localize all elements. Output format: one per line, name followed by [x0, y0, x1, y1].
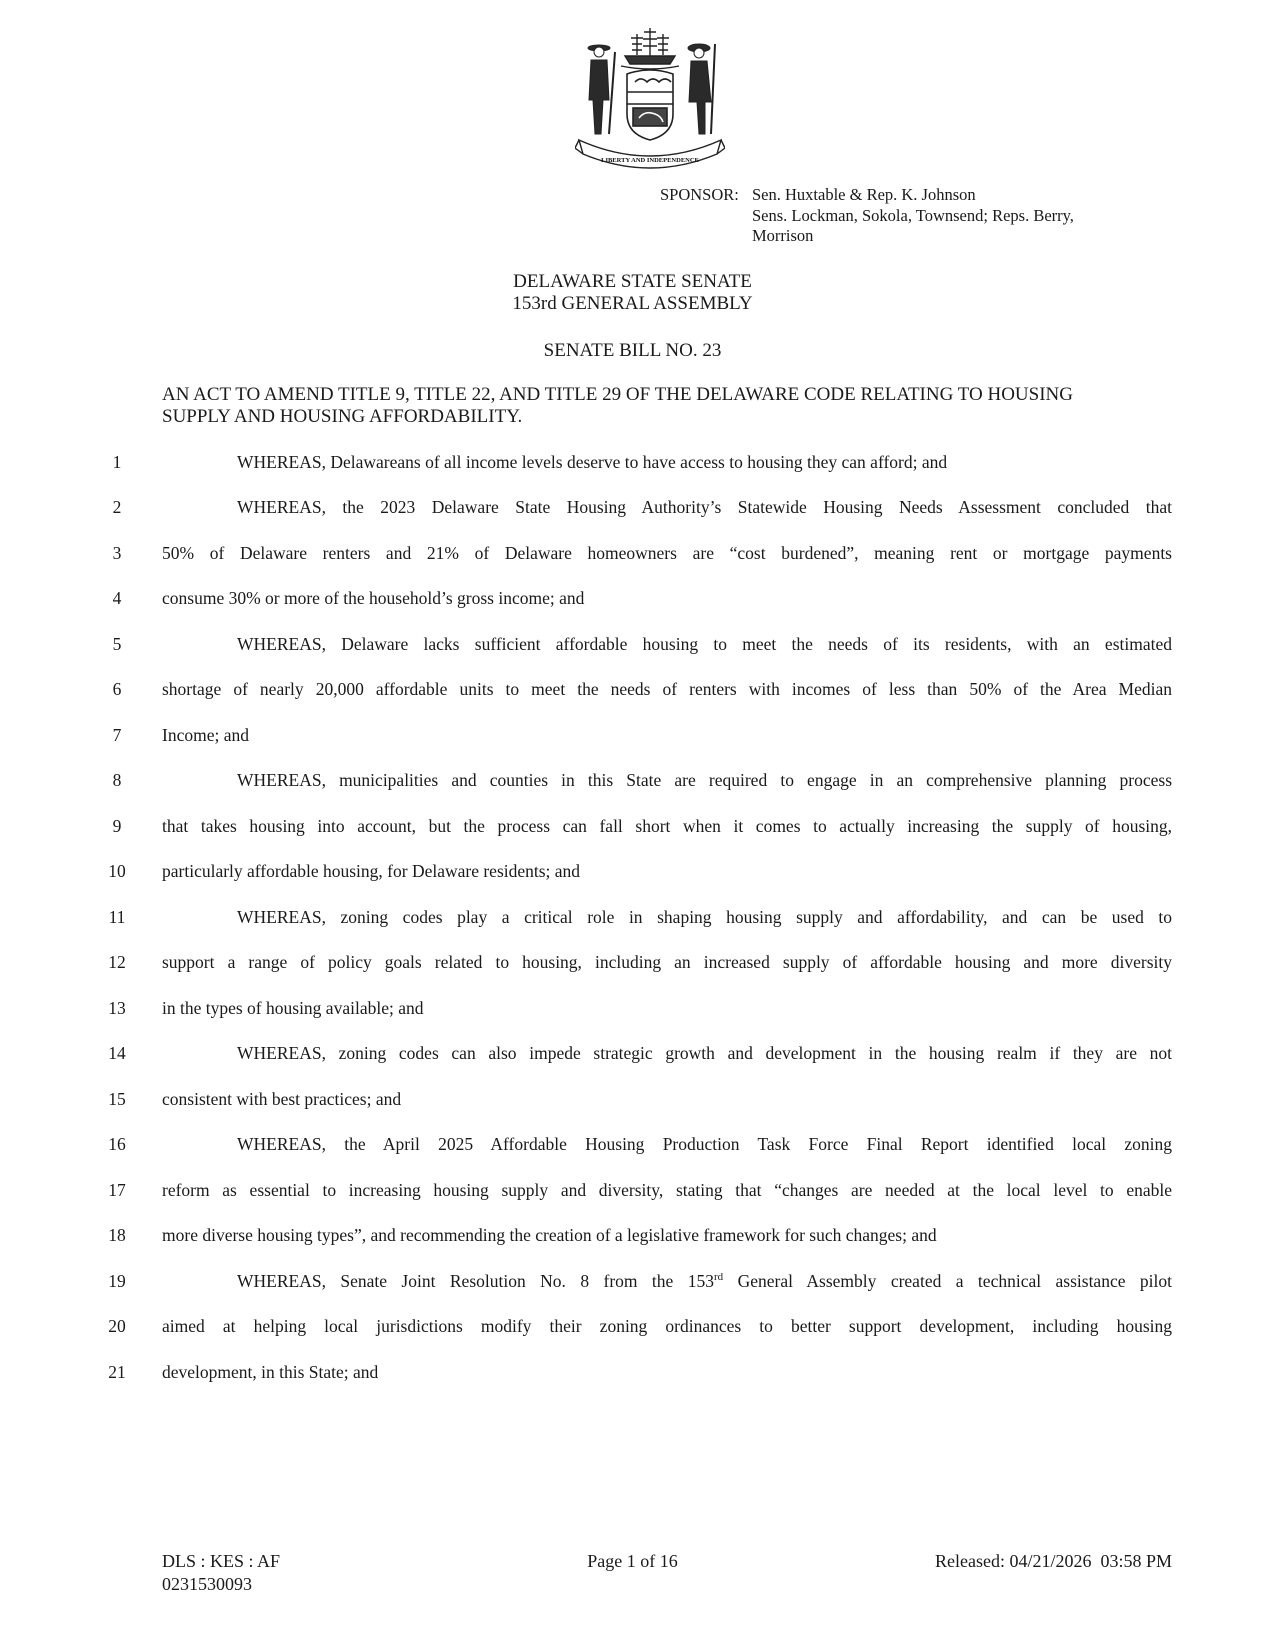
line-number: 10	[108, 861, 126, 881]
assembly-heading: 153rd GENERAL ASSEMBLY	[512, 293, 753, 314]
line-text: support a range of policy goals related to housing, including an increased supply of affordable housing and more diversity	[162, 952, 1172, 972]
line-number: 13	[108, 998, 126, 1018]
document-number: 0231530093	[162, 1574, 252, 1594]
bill-line	[0, 904, 1265, 930]
line-number: 4	[112, 588, 122, 608]
line-text: WHEREAS, the 2023 Delaware State Housing Authority’s Statewide Housing Needs Assessment concluded that	[237, 497, 1172, 517]
line-text	[237, 1268, 1172, 1294]
line-number: 21	[108, 1362, 126, 1382]
sponsor-label: SPONSOR:	[660, 185, 739, 204]
sponsor-cosponsors: Sens. Lockman, Sokola, Townsend; Reps. Berry,	[752, 205, 1074, 225]
line-number: 7	[112, 725, 122, 745]
line-text: aimed at helping local jurisdictions modify their zoning ordinances to better support development, including housing	[162, 1316, 1172, 1336]
sponsor-primary: Sen. Huxtable & Rep. K. Johnson	[752, 185, 976, 204]
bill-line	[0, 1086, 1265, 1112]
page-indicator: Page 1 of 16	[587, 1551, 678, 1571]
line-text: shortage of nearly 20,000 affordable units to meet the needs of renters with incomes of less than 50% of the Area Median	[162, 679, 1172, 699]
bill-number: SENATE BILL NO. 23	[543, 340, 722, 361]
bill-line	[0, 722, 1265, 748]
line-number: 8	[112, 770, 122, 790]
line-text: development, in this State; and	[162, 1362, 379, 1382]
bill-title	[162, 384, 1172, 428]
bill-line	[0, 949, 1265, 975]
bill-line	[0, 449, 1265, 475]
line-text-part: WHEREAS, Senate Joint Resolution No. 8 from the 153	[237, 1271, 714, 1291]
seal-motto: LIBERTY AND INDEPENDENCE	[601, 157, 699, 164]
line-text: Income; and	[162, 725, 249, 745]
line-text: more diverse housing types”, and recommending the creation of a legislative framework for such changes; and	[162, 1225, 937, 1245]
bill-line	[0, 540, 1265, 566]
line-text: reform as essential to increasing housing supply and diversity, stating that “changes are needed at the local level to enable	[162, 1180, 1172, 1200]
line-text-part: General Assembly created a technical assistance pilot	[723, 1271, 1172, 1291]
line-number: 20	[108, 1316, 126, 1336]
bill-line	[0, 1131, 1265, 1157]
line-text: WHEREAS, the April 2025 Affordable Housing Production Task Force Final Report identified local zoning	[237, 1134, 1172, 1154]
bill-line	[0, 585, 1265, 611]
bill-line	[0, 676, 1265, 702]
line-text: consume 30% or more of the household’s gross income; and	[162, 588, 585, 608]
bill-line	[0, 631, 1265, 657]
line-text: consistent with best practices; and	[162, 1089, 402, 1109]
line-text: particularly affordable housing, for Delaware residents; and	[162, 861, 581, 881]
line-number: 19	[108, 1271, 126, 1291]
line-text: WHEREAS, zoning codes play a critical role in shaping housing supply and affordability, and can be used to	[237, 907, 1172, 927]
line-number: 11	[108, 907, 126, 927]
ship-crest-icon	[621, 28, 679, 69]
line-number: 17	[108, 1180, 126, 1200]
line-number: 18	[108, 1225, 126, 1245]
release-timestamp: Released: 04/21/2026 03:58 PM	[935, 1551, 1172, 1571]
delaware-state-seal	[575, 22, 725, 170]
line-number: 16	[108, 1134, 126, 1154]
bill-line	[0, 1040, 1265, 1066]
line-number: 12	[108, 952, 126, 972]
bill-line	[0, 858, 1265, 884]
line-text: WHEREAS, zoning codes can also impede strategic growth and development in the housing realm if they are not	[237, 1043, 1172, 1063]
line-number: 2	[112, 497, 122, 517]
bill-line	[0, 1313, 1265, 1339]
line-text: WHEREAS, Delawareans of all income levels deserve to have access to housing they can afford; and	[237, 452, 948, 472]
bill-title-line: SUPPLY AND HOUSING AFFORDABILITY.	[162, 406, 523, 427]
chamber-heading: DELAWARE STATE SENATE	[513, 271, 752, 292]
bill-line	[0, 1177, 1265, 1203]
line-number: 6	[112, 679, 122, 699]
bill-line	[0, 995, 1265, 1021]
line-number: 15	[108, 1089, 126, 1109]
line-text: WHEREAS, Delaware lacks sufficient affordable housing to meet the needs of its residents, with an estimated	[237, 634, 1172, 654]
line-number: 14	[108, 1043, 126, 1063]
bill-line	[0, 1222, 1265, 1248]
bill-line	[0, 1359, 1265, 1385]
bill-title-line: AN ACT TO AMEND TITLE 9, TITLE 22, AND TITLE 29 OF THE DELAWARE CODE RELATING TO HOUSING	[162, 384, 1073, 405]
line-number: 3	[112, 543, 122, 563]
sponsor-names	[752, 185, 1132, 247]
bill-line	[0, 813, 1265, 839]
line-number: 9	[112, 816, 122, 836]
militiaman-figure-icon	[688, 44, 715, 134]
shield-icon	[627, 70, 673, 140]
line-text: 50% of Delaware renters and 21% of Delaware homeowners are “cost burdened”, meaning rent or mortgage payments	[162, 543, 1172, 563]
sponsor-cosponsors-cont: Morrison	[752, 226, 814, 245]
line-text: WHEREAS, municipalities and counties in this State are required to engage in an comprehensive planning process	[237, 770, 1172, 790]
line-number: 1	[112, 452, 122, 472]
drafter-code: DLS : KES : AF	[162, 1551, 281, 1571]
bill-line	[0, 1268, 1265, 1294]
line-text: in the types of housing available; and	[162, 998, 424, 1018]
ordinal-superscript: rd	[713, 1271, 724, 1284]
bill-line	[0, 494, 1265, 520]
line-text: that takes housing into account, but the process can fall short when it comes to actually increasing the supply of housing,	[162, 816, 1172, 836]
line-number: 5	[112, 634, 122, 654]
farmer-figure-icon	[588, 45, 615, 134]
bill-line	[0, 767, 1265, 793]
